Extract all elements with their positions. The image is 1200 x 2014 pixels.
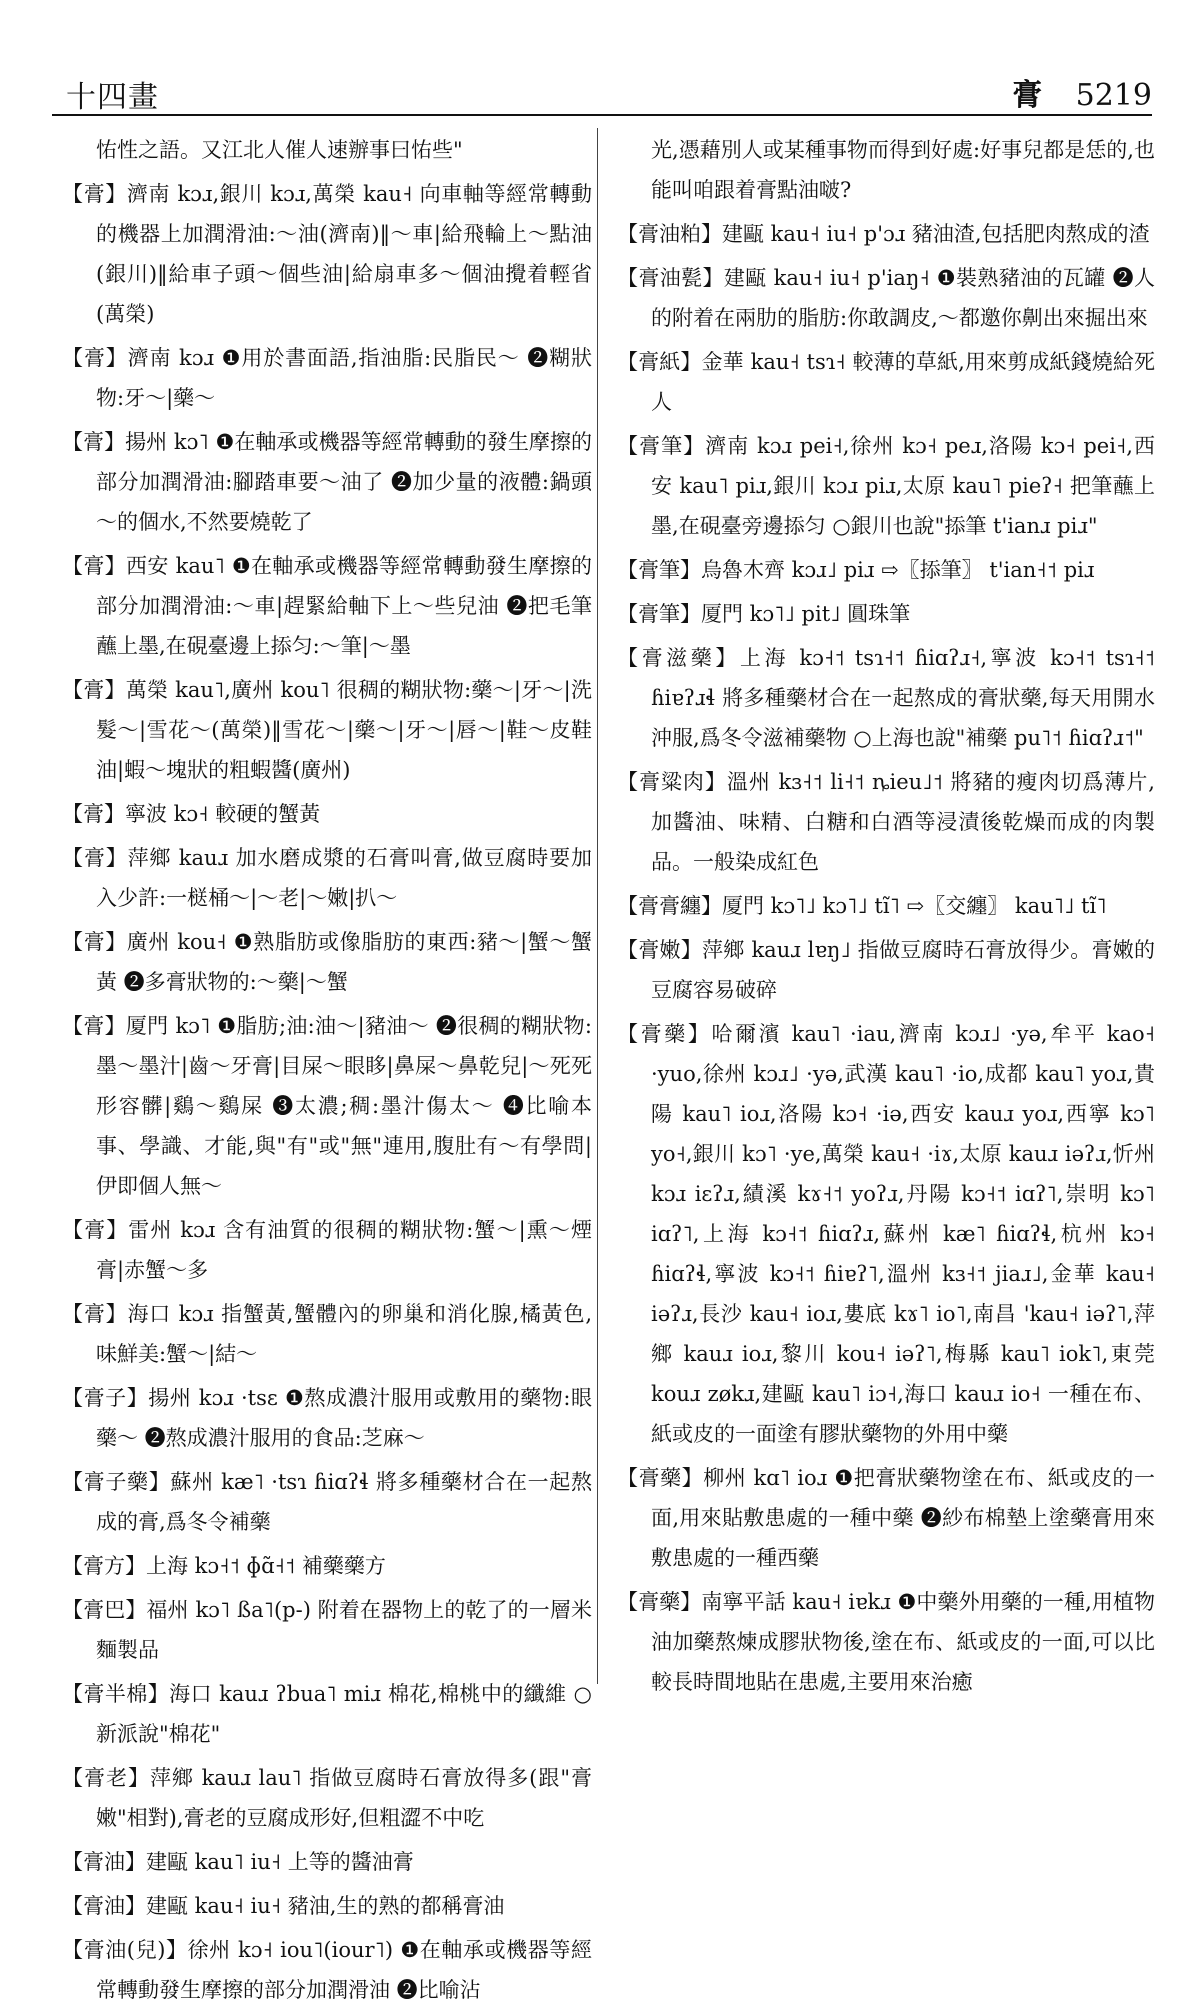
dictionary-entry: 【膏】海口 kɔɹ 指蟹黃,蟹體內的卵巢和消化腺,橘黃色,味鮮美:蟹～|結～ xyxy=(62,1302,592,1366)
dictionary-entry: 【膏油(兒)】徐州 kɔ˧ iou˥(iour˥) ❶在軸承或機器等經常轉動發生摩擦的部分加潤滑油 ❷比喻沾 xyxy=(62,1938,592,2002)
dictionary-entry: 光,憑藉別人或某種事物而得到好處:好事兒都是恁的,也能叫咱跟着膏點油啵? xyxy=(651,138,1155,202)
dictionary-entry: 【膏】寧波 kɔ˧ 較硬的蟹黃 xyxy=(62,802,321,826)
dictionary-entry: 【膏】濟南 kɔɹ ❶用於書面語,指油脂:民脂民～ ❷糊狀物:牙～|藥～ xyxy=(62,346,592,410)
dictionary-entry: 【膏藥】南寧平話 kau˧ iɐkɹ ❶中藥外用藥的一種,用植物油加藥熬煉成膠狀物後,塗在布、紙或皮的一面,可以比較長時間地貼在患處,主要用來治癒 xyxy=(617,1590,1155,1694)
dictionary-entry: 【膏筆】厦門 kɔ˥˩ pit˩ 圓珠筆 xyxy=(617,602,911,626)
dictionary-entry: 【膏】雷州 kɔɹ 含有油質的很稠的糊狀物:蟹～|熏～煙膏|赤蟹～多 xyxy=(62,1218,592,1282)
dictionary-entry: 【膏】厦門 kɔ˥ ❶脂肪;油:油～|豬油～ ❷很稠的糊狀物:墨～墨汁|齒～牙膏|目屎～眼眵|鼻屎～鼻乾兒|～死死形容髒|鷄～鷄屎 ❸太濃;稠:墨汁傷太～ ❹比喻本事、學識、才能,與"有"或"無"連用,腹肚有～有學問|伊即個人無～ xyxy=(62,1014,592,1198)
head-character: 膏 xyxy=(1012,78,1043,113)
dictionary-entry: 【膏半棉】海口 kauɹ ʔbua˥ miɹ 棉花,棉桃中的纖維 ○新派說"棉花" xyxy=(62,1682,592,1746)
dictionary-entry: 【膏】萬榮 kau˥,廣州 kou˥ 很稠的糊狀物:藥～|牙～|洗髮～|雪花～(萬榮)‖雪花～|藥～|牙～|唇～|鞋～皮鞋油|蝦～塊狀的粗蝦醬(廣州) xyxy=(62,678,592,782)
dictionary-entry: 【膏嫩】萍鄉 kauɹ lɐŋ˩ 指做豆腐時石膏放得少。膏嫩的豆腐容易破碎 xyxy=(617,938,1155,1002)
dictionary-entry: 【膏巴】福州 kɔ˥ ßa˥(p-) 附着在器物上的乾了的一層米麵製品 xyxy=(62,1598,592,1662)
dictionary-entry: 㤑性之語。又江北人催人速辦事曰㤑些" xyxy=(96,138,463,162)
column-divider xyxy=(597,128,598,1684)
dictionary-entry: 【膏】萍鄉 kauɹ 加水磨成漿的石膏叫膏,做豆腐時要加入少許:一㮸桶～|～老|～嫩|扒～ xyxy=(62,846,592,910)
dictionary-entry: 【膏油粕】建甌 kau˧ iu˧ p'ɔɹ 豬油渣,包括肥肉熬成的渣 xyxy=(617,222,1150,246)
dictionary-entry: 【膏方】上海 kɔ˧˦ ɸɑ̃˧˦ 補藥藥方 xyxy=(62,1554,386,1578)
dictionary-entry: 【膏滋藥】上海 kɔ˧˦ tsɿ˧˦ ɦiɑʔɹ˧,寧波 kɔ˧˦ tsɿ˧˦ ɦiɐʔɹɬ 將多種藥材合在一起熬成的膏狀藥,每天用開水沖服,爲冬令滋補藥物 ○上海也說"補藥 pu˥˦ ɦiɑʔɹ˦" xyxy=(617,646,1155,750)
header-right xyxy=(1012,70,1152,114)
section-label: 十四畫 xyxy=(66,80,159,115)
header-rule xyxy=(52,114,1152,116)
dictionary-entry: 【膏筆】烏魯木齊 kɔɹ˩ piɹ ⇨〖掭筆〗 t'ian˧˦ piɹ xyxy=(617,558,1095,582)
page-number: 5219 xyxy=(1075,78,1152,113)
dictionary-entry: 【膏藥】柳州 kɑ˥ ioɹ ❶把膏狀藥物塗在布、紙或皮的一面,用來貼敷患處的一種中藥 ❷紗布棉墊上塗藥膏用來敷患處的一種西藥 xyxy=(617,1466,1155,1570)
dictionary-entry: 【膏老】萍鄉 kauɹ lau˥ 指做豆腐時石膏放得多(跟"膏嫩"相對),膏老的豆腐成形好,但粗澀不中吃 xyxy=(62,1766,592,1830)
dictionary-entry: 【膏粱肉】溫州 kɜ˧˦ li˧˦ ȵieu˩˦ 將豬的瘦肉切爲薄片,加醬油、味精、白糖和白酒等浸漬後乾燥而成的肉製品。一般染成紅色 xyxy=(617,770,1155,874)
page-header xyxy=(52,62,1152,115)
left-column xyxy=(62,130,592,2014)
dictionary-entry: 【膏油】建甌 kau˥ iu˧ 上等的醬油膏 xyxy=(62,1850,414,1874)
dictionary-entry: 【膏紙】金華 kau˧ tsɿ˧ 較薄的草紙,用來剪成紙錢燒給死人 xyxy=(617,350,1155,414)
dictionary-entry: 【膏油】建甌 kau˧ iu˧ 豬油,生的熟的都稱膏油 xyxy=(62,1894,505,1918)
dictionary-entry: 【膏】揚州 kɔ˥ ❶在軸承或機器等經常轉動的發生摩擦的部分加潤滑油:腳踏車要～油了 ❷加少量的液體:鍋頭～的個水,不然要燒乾了 xyxy=(62,430,592,534)
dictionary-entry: 【膏】廣州 kou˧ ❶熟脂肪或像脂肪的東西:豬～|蟹～蟹黃 ❷多膏狀物的:～藥|～蟹 xyxy=(62,930,592,994)
right-column xyxy=(617,130,1155,1706)
dictionary-entry: 【膏筆】濟南 kɔɹ pei˧,徐州 kɔ˧ peɹ,洛陽 kɔ˧ pei˧,西安 kau˥ piɹ,銀川 kɔɹ piɹ,太原 kau˥ pieʔ˧ 把筆蘸上墨,在硯臺旁邊掭匀 ○銀川也說"掭筆 t'ianɹ piɹ" xyxy=(617,434,1155,538)
dictionary-entry: 【膏藥】哈爾濱 kau˥ ·iau,濟南 kɔɹ˩ ·yə,牟平 kao˧ ·yuo,徐州 kɔɹ˩ ·yə,武漢 kau˥ ·io,成都 kau˥ yoɹ,貴陽 kau˥ ioɹ,洛陽 kɔ˧ ·iə,西安 kauɹ yoɹ,西寧 kɔ˥ yo˧,銀川 kɔ˥ ·ye,萬榮 kau˧ ·iɤ,太原 kauɹ iəʔɹ,忻州 kɔɹ iɛʔɹ,績溪 kɤ˧˦ yoʔɹ,丹陽 kɔ˧˦ iɑʔ˥,崇明 kɔ˥ iɑʔ˥,上海 kɔ˧˦ ɦiɑʔɹ,蘇州 kæ˥ ɦiɑʔɬ,杭州 kɔ˧ ɦiɑʔɬ,寧波 kɔ˧˦ ɦiɐʔ˥,溫州 kɜ˧˦ jiaɹ˩,金華 kau˧ iəʔɹ,長沙 kau˧ ioɹ,婁底 kɤ˥ io˥,南昌 'kau˧ iəʔ˥,萍鄉 kauɹ ioɹ,黎川 kou˧ iəʔ˥,梅縣 kau˥ iok˥,東莞 kouɹ zøkɹ,建甌 kau˥ iɔ˧,海口 kauɹ io˧ 一種在布、紙或皮的一面塗有膠狀藥物的外用中藥 xyxy=(617,1022,1155,1446)
dictionary-entry: 【膏子】揚州 kɔɹ ·tsɛ ❶熬成濃汁服用或敷用的藥物:眼藥～ ❷熬成濃汁服用的食品:芝麻～ xyxy=(62,1386,592,1450)
dictionary-entry: 【膏膏纏】厦門 kɔ˥˩ kɔ˥˩ tĩ˥ ⇨〖交纏〗 kau˥˩ tĩ˥ xyxy=(617,894,1107,918)
dictionary-entry: 【膏油甏】建甌 kau˧ iu˧ p'iaŋ˧ ❶裝熟豬油的瓦罐 ❷人的附着在兩肋的脂肪:你敢調皮,～都邀你劓出來掘出來 xyxy=(617,266,1155,330)
dictionary-entry: 【膏】西安 kau˥ ❶在軸承或機器等經常轉動發生摩擦的部分加潤滑油:～車|趕緊給軸下上～些兒油 ❷把毛筆蘸上墨,在硯臺邊上掭匀:～筆|～墨 xyxy=(62,554,592,658)
dictionary-entry: 【膏子藥】蘇州 kæ˥ ·tsɿ ɦiɑʔɬ 將多種藥材合在一起熬成的膏,爲冬令補藥 xyxy=(62,1470,592,1534)
dictionary-entry: 【膏】濟南 kɔɹ,銀川 kɔɹ,萬榮 kau˧ 向車軸等經常轉動的機器上加潤滑油:～油(濟南)‖～車|給飛輪上～點油(銀川)‖給車子頭～個些油|給扇車多～個油攪着輕省(萬榮) xyxy=(62,182,592,326)
